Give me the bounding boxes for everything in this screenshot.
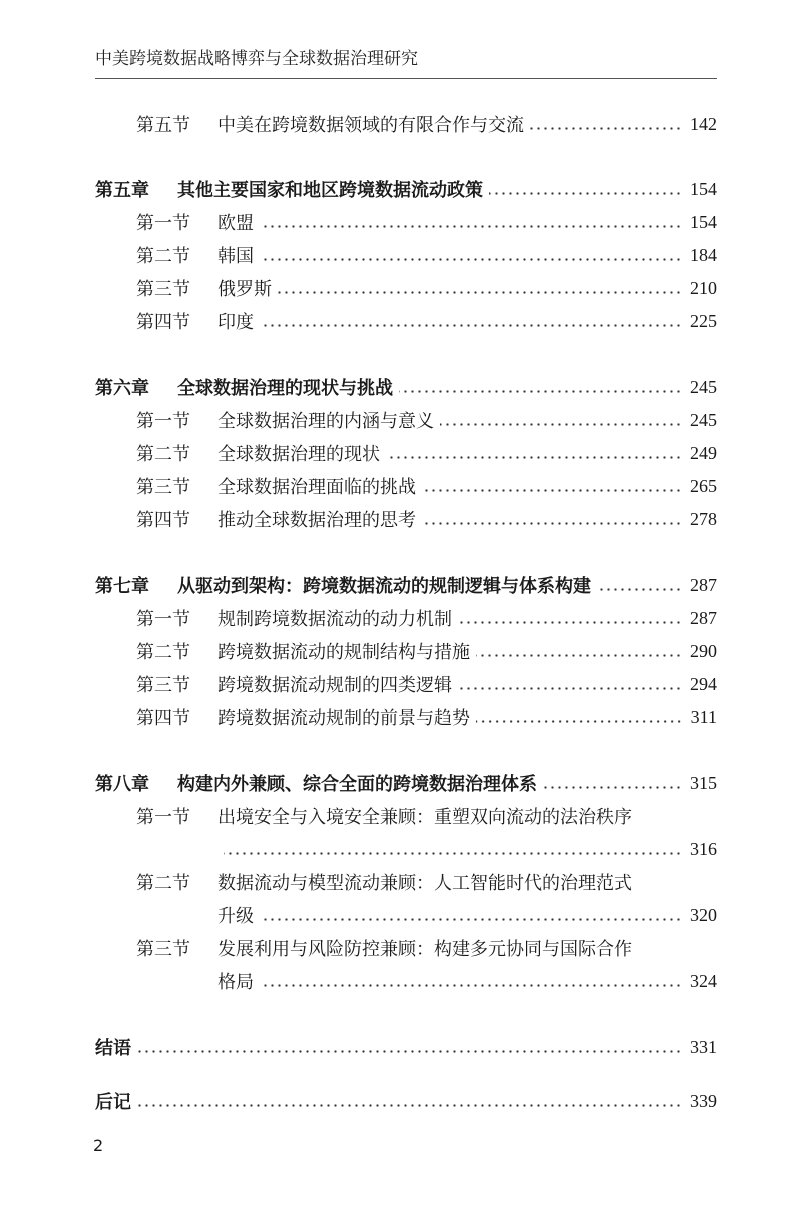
page-number: 324 [690, 970, 717, 991]
leader-dots [489, 192, 682, 195]
toc-entry-ch7-s4[interactable] [95, 702, 717, 732]
leader-dots [399, 390, 682, 393]
section-number: 第二节 [136, 873, 190, 894]
page-number: 278 [690, 508, 717, 529]
leader-dots [458, 621, 682, 624]
leader-dots [278, 291, 682, 294]
toc-entry-ch8-s2-cont[interactable] [95, 900, 717, 930]
page-number: 287 [690, 607, 717, 628]
leader-dots [422, 489, 682, 492]
page-number: 320 [690, 904, 717, 925]
toc-entry-ch6-s2[interactable] [95, 438, 717, 468]
leader-dots [597, 588, 682, 591]
chapter-number: 第七章 [95, 576, 149, 597]
chapter-title: 后记 [95, 1092, 131, 1113]
leader-dots [260, 984, 682, 987]
page-number: 210 [690, 277, 717, 298]
section-title: 规制跨境数据流动的动力机制 [218, 609, 452, 630]
section-title: 韩国 [218, 246, 254, 267]
page-number: 287 [690, 574, 717, 595]
page-number: 225 [690, 310, 717, 331]
section-number: 第三节 [136, 675, 190, 696]
section-title: 跨境数据流动规制的前景与趋势 [218, 708, 470, 729]
section-number: 第三节 [136, 477, 190, 498]
page-number: 142 [690, 113, 717, 134]
leader-dots [543, 786, 682, 789]
toc-entry-ch7[interactable] [95, 570, 717, 600]
section-number: 第一节 [136, 411, 190, 432]
page-number: 315 [690, 772, 717, 793]
section-number: 第二节 [136, 642, 190, 663]
toc-entry-ch5-s1[interactable] [95, 207, 717, 237]
chapter-title: 构建内外兼顾、综合全面的跨境数据治理体系 [177, 774, 537, 795]
section-title: 全球数据治理的现状 [218, 444, 380, 465]
leader-dots [260, 225, 682, 228]
chapter-title: 结语 [95, 1038, 131, 1059]
leader-dots [440, 423, 682, 426]
section-title-continued: 升级 [218, 906, 254, 927]
toc-entry-ch8-s1-cont[interactable] [95, 834, 717, 864]
section-number: 第四节 [136, 708, 190, 729]
leader-dots [137, 1104, 682, 1107]
chapter-title: 其他主要国家和地区跨境数据流动政策 [177, 180, 483, 201]
page-number: 339 [690, 1090, 717, 1111]
section-number: 第一节 [136, 807, 190, 828]
toc-entry-ch5-s2[interactable] [95, 240, 717, 270]
toc-entry-ch6-s1[interactable] [95, 405, 717, 435]
toc-entry-ch6-s3[interactable] [95, 471, 717, 501]
toc-entry-conclusion[interactable] [95, 1032, 717, 1062]
toc-entry-ch8-s2[interactable] [95, 867, 717, 897]
leader-dots [530, 127, 682, 130]
toc-entry-ch5[interactable] [95, 174, 717, 204]
section-title-continued: 格局 [218, 972, 254, 993]
leader-dots [260, 258, 682, 261]
leader-dots [458, 687, 682, 690]
chapter-number: 第五章 [95, 180, 149, 201]
page-number: 245 [690, 409, 717, 430]
leader-dots [476, 654, 682, 657]
toc-entry-ch4-s5[interactable] [95, 109, 717, 139]
toc-entry-ch8[interactable] [95, 768, 717, 798]
toc-entry-ch7-s1[interactable] [95, 603, 717, 633]
page-number: 290 [690, 640, 717, 661]
toc-entry-ch7-s2[interactable] [95, 636, 717, 666]
chapter-title: 全球数据治理的现状与挑战 [177, 378, 393, 399]
toc-entry-ch8-s3-cont[interactable] [95, 966, 717, 996]
page-number: 154 [690, 178, 717, 199]
toc-entry-ch8-s1[interactable] [95, 801, 717, 831]
leader-dots [386, 456, 682, 459]
section-number: 第一节 [136, 213, 190, 234]
leader-dots [422, 522, 682, 525]
chapter-number: 第八章 [95, 774, 149, 795]
section-title: 欧盟 [218, 213, 254, 234]
section-title: 数据流动与模型流动兼顾：人工智能时代的治理范式 [218, 873, 632, 894]
section-title: 全球数据治理的内涵与意义 [218, 411, 434, 432]
section-title: 全球数据治理面临的挑战 [218, 477, 416, 498]
page-number: 184 [690, 244, 717, 265]
toc-entry-ch6-s4[interactable] [95, 504, 717, 534]
page-number: 316 [690, 838, 717, 859]
section-title: 印度 [218, 312, 254, 333]
section-title: 跨境数据流动的规制结构与措施 [218, 642, 470, 663]
leader-dots [137, 1050, 682, 1053]
toc-entry-ch5-s4[interactable] [95, 306, 717, 336]
section-title: 俄罗斯 [218, 279, 272, 300]
section-title: 中美在跨境数据领域的有限合作与交流 [218, 115, 524, 136]
page-number: 265 [690, 475, 717, 496]
section-number: 第二节 [136, 246, 190, 267]
page-number: 245 [690, 376, 717, 397]
leader-dots [476, 720, 683, 723]
leader-dots [224, 852, 682, 855]
folio-page-number: 2 [93, 1136, 104, 1155]
running-head-title: 中美跨境数据战略博弈与全球数据治理研究 [95, 49, 418, 69]
toc-entry-ch8-s3[interactable] [95, 933, 717, 963]
page-number: 294 [690, 673, 717, 694]
section-number: 第三节 [136, 279, 190, 300]
toc-entry-postscript[interactable] [95, 1086, 717, 1116]
section-number: 第二节 [136, 444, 190, 465]
chapter-title: 从驱动到架构：跨境数据流动的规制逻辑与体系构建 [177, 576, 591, 597]
page-number: 249 [690, 442, 717, 463]
page-number: 331 [690, 1036, 717, 1057]
toc-entry-ch6[interactable] [95, 372, 717, 402]
section-title: 出境安全与入境安全兼顾：重塑双向流动的法治秩序 [218, 807, 632, 828]
leader-dots [260, 324, 682, 327]
section-number: 第三节 [136, 939, 190, 960]
page-number: 154 [690, 211, 717, 232]
toc-entry-ch5-s3[interactable] [95, 273, 717, 303]
section-number: 第四节 [136, 510, 190, 531]
section-title: 跨境数据流动规制的四类逻辑 [218, 675, 452, 696]
section-number: 第五节 [136, 115, 190, 136]
section-title: 发展利用与风险防控兼顾：构建多元协同与国际合作 [218, 939, 632, 960]
chapter-number: 第六章 [95, 378, 149, 399]
section-number: 第一节 [136, 609, 190, 630]
section-number: 第四节 [136, 312, 190, 333]
toc-entry-ch7-s3[interactable] [95, 669, 717, 699]
page-number: 311 [690, 706, 717, 727]
section-title: 推动全球数据治理的思考 [218, 510, 416, 531]
header-rule [95, 78, 717, 79]
leader-dots [260, 918, 682, 921]
